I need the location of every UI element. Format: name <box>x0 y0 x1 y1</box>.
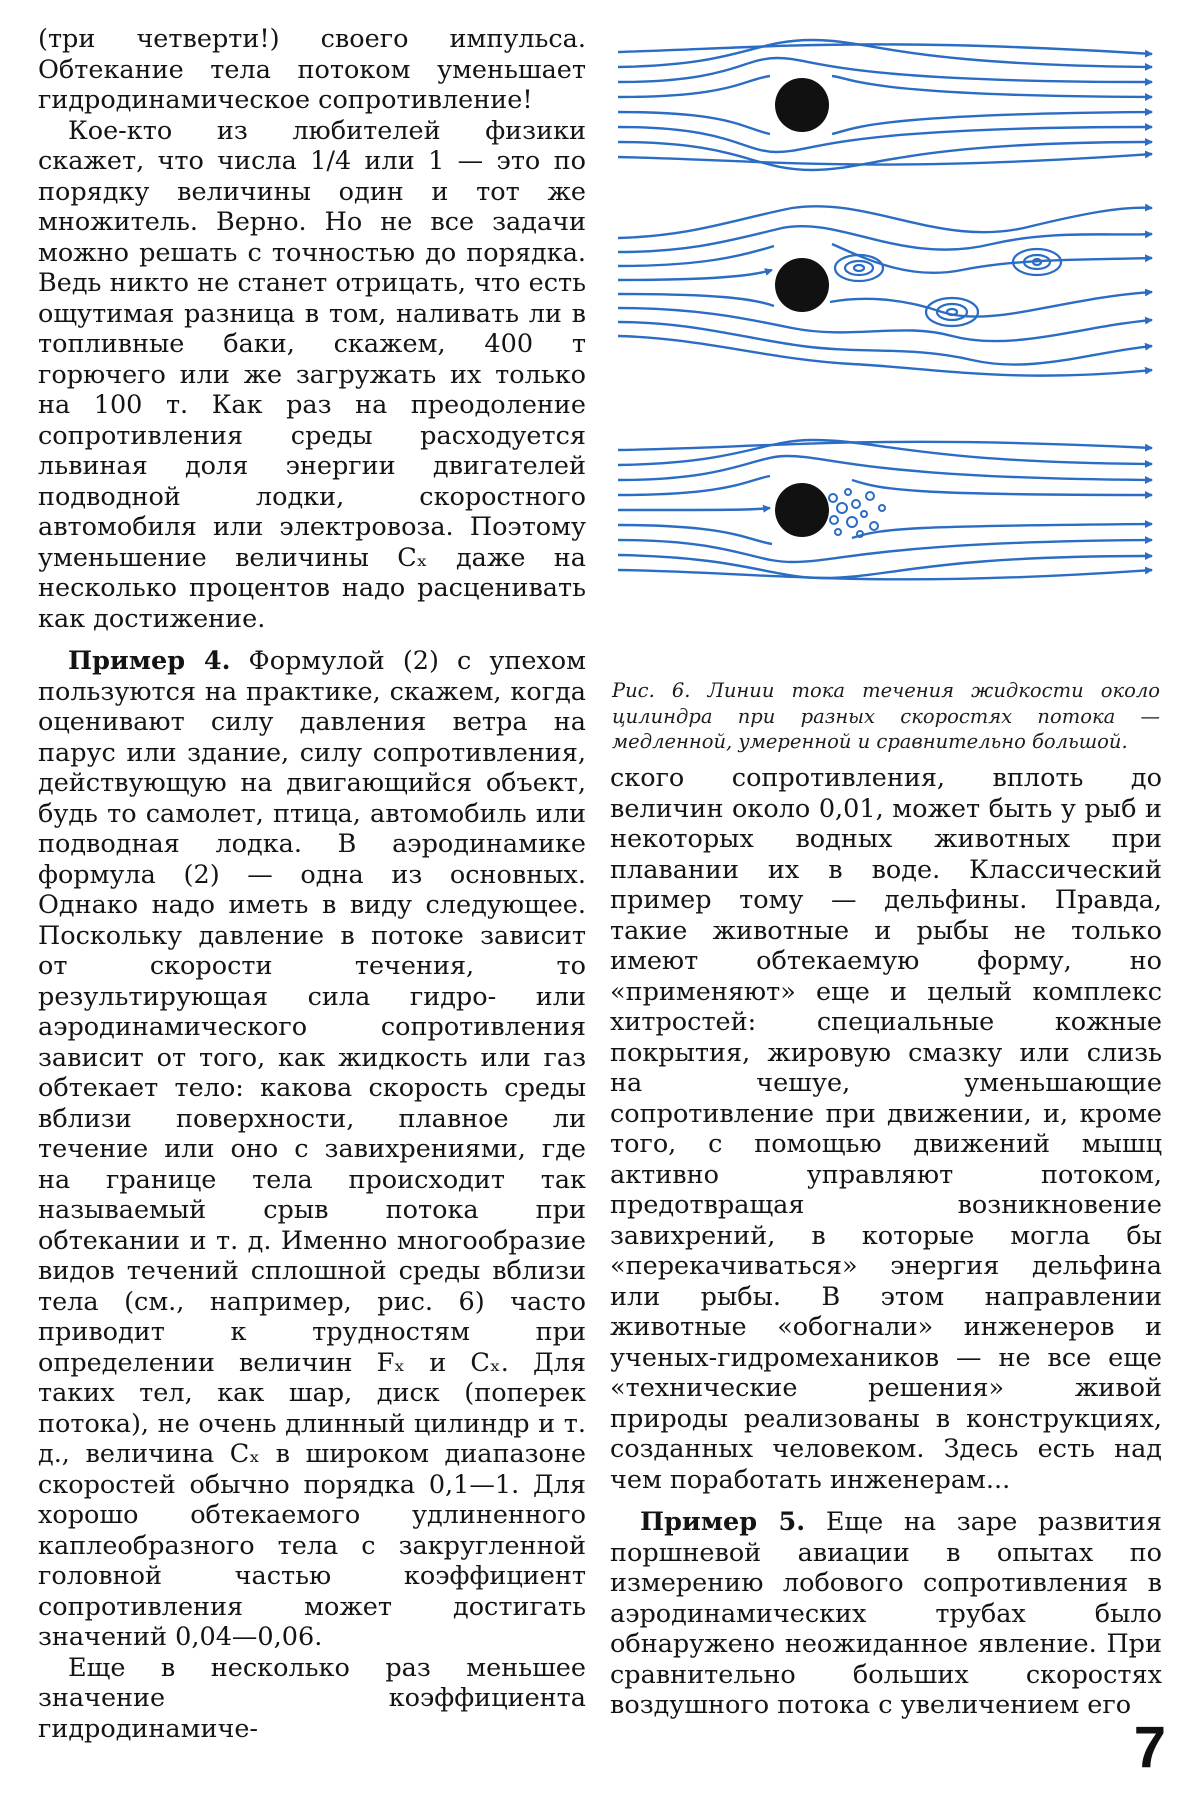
cylinder-slow <box>775 78 829 132</box>
left-text-column <box>38 24 586 1744</box>
example-5-text: Еще на заре развития поршневой авиации в опытах по измерению лобового сопротивления в аэродинамических трубах было обнаружено неожиданное явление. При сравнительно больших скоростях воздушного потока с увеличением его <box>610 1507 1162 1720</box>
panel-slow-flow <box>618 40 1152 170</box>
right-text-column <box>610 763 1162 1721</box>
figure-caption: Рис. 6. Линии тока течения жидкости около цилиндра при разных скоростях потока — медленной, умеренной и сравнительно большой. <box>612 679 1160 753</box>
streamline-figure <box>612 30 1156 670</box>
cylinder-moderate <box>775 258 829 312</box>
paragraph-example-5 <box>610 1507 1162 1721</box>
paragraph-order-of-magnitude: Кое-кто из любителей физики скажет, что числа 1/4 или 1 — это по порядку величины один и тот же множитель. Верно. Но не все задачи можно решать с точностью до порядка. Ведь никто не станет отрицать, что есть ощутимая разница в том, наливать ли в топливные баки, скажем, 400 т горючего или же загружать их только на 100 т. Как раз на преодоление сопротивления среды расходуется львиная доля энергии двигателей подводной лодки, скоростного автомобиля или электровоза. Поэтому уменьшение величины Cₓ даже на несколько процентов надо расценивать как достижение. <box>38 115 586 634</box>
page-number: 7 <box>1133 1715 1166 1780</box>
paragraph-continuation: (три четверти!) своего импульса. Обтекание тела потоком уменьшает гидродинамическое сопротивление! <box>38 24 586 115</box>
example-5-title: Пример 5. <box>640 1507 806 1537</box>
cylinder-fast <box>775 483 829 537</box>
example-4-text: Формулой (2) с упехом пользуются на практике, скажем, когда оценивают силу давления ветра на парус или здание, силу сопротивления, действующую на двигающийся объект, будь то самолет, птица, автомобиль или подводная лодка. В аэродинамике формула (2) — одна из основных. Однако надо иметь в виду следующее. Поскольку давление в потоке зависит от скорости течения, то результирующая сила гидро- или аэродинамического сопротивления зависит от того, как жидкость или газ обтекает тело: какова скорость среды вблизи поверхности, плавное ли течение или оно с завихрениями, где на границе тела происходит так называемый срыв потока при обтекании и т. д. Именно многообразие видов течений сплошной среды вблизи тела (см., например, рис. 6) часто приводит к трудностям при определении величин Fₓ и Cₓ. Для таких тел, как шар, диск (поперек потока), не очень длинный цилиндр и т. д., величина Cₓ в широком диапазоне скоростей обычно порядка 0,1—1. Для хорошо обтекаемого удлиненного каплеобразного тела с закругленной головной частью коэффициент сопротивления может достигать значений 0,04—0,06. <box>38 646 586 1652</box>
paragraph-example-4 <box>38 646 586 1653</box>
panel-moderate-flow <box>618 206 1152 375</box>
turbulent-wake <box>829 489 885 537</box>
paragraph-coefficient-start: Еще в несколько раз меньшее значение коэффициента гидродинамиче- <box>38 1652 586 1744</box>
example-4-title: Пример 4. <box>68 646 231 676</box>
paragraph-dolphins: ского сопротивления, вплоть до величин около 0,01, может быть у рыб и некоторых водных животных при плавании их в воде. Классический пример тому — дельфины. Правда, такие животные и рыбы не только имеют обтекаемую форму, но «применяют» еще и целый комплекс хитростей: специальные кожные покрытия, жировую смазку или слизь на чешуе, уменьшающие сопротивление при движении, и, кроме того, с помощью движений мышц активно управляют потоком, предотвращая возникновение завихрений, в которые могла бы «перекачиваться» энергия дельфина или рыбы. В этом направлении животные «обогнали» инженеров и ученых-гидромехаников — не все еще «технические решения» живой природы реализованы в конструкциях, созданных человеком. Здесь есть над чем поработать инженерам... <box>610 763 1162 1495</box>
